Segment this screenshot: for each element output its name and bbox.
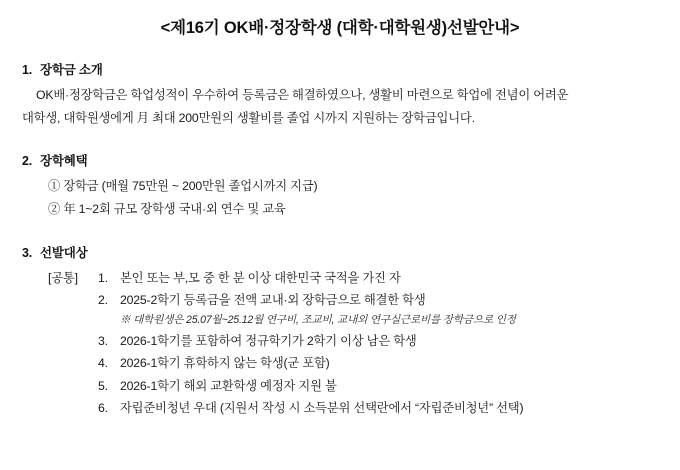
section-heading-label: 장학혜택 xyxy=(40,154,88,169)
criteria-note: ※ 대학원생은 25.07월~25.12월 연구비, 조교비, 교내외 연구실근로비를 장학금으로 인정 xyxy=(120,314,516,327)
section-heading xyxy=(22,151,658,169)
section-number: 2. xyxy=(22,154,33,169)
criteria-text: 2026-1학기 휴학하지 않는 학생(군 포함) xyxy=(120,356,330,371)
section-scholarship-intro xyxy=(22,60,658,129)
criteria-number: 4. xyxy=(98,356,108,371)
criteria-text: 2025-2학기 등록금을 전액 교내·외 장학금으로 해결한 학생 xyxy=(120,293,426,308)
section-heading xyxy=(22,60,658,78)
criteria-text: 자립준비청년 우대 (지원서 작성 시 소득분위 선택란에서 “자립준비청년” 선택) xyxy=(120,400,524,415)
list-item: ① 장학금 (매월 75만원 ~ 200만원 졸업시까지 지급) xyxy=(48,179,318,194)
criteria-text: 본인 또는 부,모 중 한 분 이상 대한민국 국적을 가진 자 xyxy=(120,270,401,285)
section-selection-criteria xyxy=(22,243,658,419)
paragraph xyxy=(22,107,658,130)
criteria-number: 2. xyxy=(98,293,108,308)
section-number: 1. xyxy=(22,63,33,77)
section-heading-label: 장학금 소개 xyxy=(40,63,103,77)
section-number: 3. xyxy=(22,245,33,260)
list-item xyxy=(72,397,658,419)
paragraph-line: 대학생, 대학원생에게 月 최대 200만원의 생활비를 졸업 시까지 지원하는 장학금입니다. xyxy=(22,110,475,125)
page-title: <제16기 OK배·정장학생 (대학·대학원생)선발안내> xyxy=(160,19,520,37)
list-item xyxy=(72,330,658,352)
section-heading-label: 선발대상 xyxy=(40,245,88,260)
criteria-number: 3. xyxy=(98,334,108,349)
criteria-number: 5. xyxy=(98,378,108,393)
section-heading xyxy=(22,243,658,261)
list-item xyxy=(72,375,658,397)
criteria-list xyxy=(22,267,658,419)
list-item xyxy=(72,289,658,311)
criteria-number: 6. xyxy=(98,400,108,415)
paragraph-line: OK배·정장학금은 학업성적이 우수하여 등록금은 해결하였으나, 생활비 마련으로 학업에 전념이 어려운 xyxy=(36,88,569,102)
criteria-text: 2026-1학기를 포함하여 정규학기가 2학기 이상 남은 학생 xyxy=(120,334,417,349)
list-item xyxy=(22,267,658,289)
list-item xyxy=(72,352,658,374)
paragraph xyxy=(22,84,658,107)
criteria-number: 1. xyxy=(98,270,108,285)
benefit-list xyxy=(22,175,658,220)
list-item: ② 年 1~2회 규모 장학생 국내·외 연수 및 교육 xyxy=(48,202,286,217)
document-page xyxy=(0,14,680,470)
criteria-tag: [공통] xyxy=(48,270,78,285)
section-scholarship-benefits xyxy=(22,151,658,220)
criteria-text: 2026-1학기 해외 교환학생 예정자 지원 불 xyxy=(120,378,337,393)
